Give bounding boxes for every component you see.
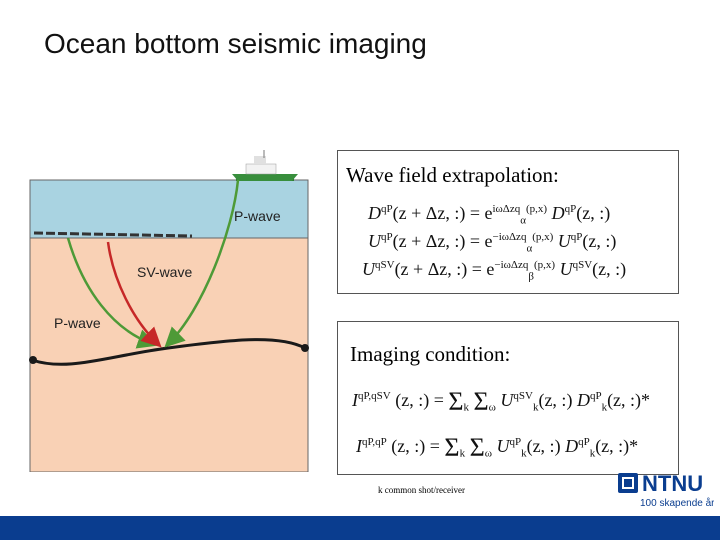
ntnu-logo: [614, 470, 714, 512]
sv-wave-label: SV-wave: [137, 264, 193, 280]
imaging-equation-2: $I^{qP,qP}$ (z, :) = $\Sigma_k$ $\Sigma_\omega$ $U^{qP}_k(z$, :) $D^{qP}_k(z$, :)*: [356, 433, 639, 462]
svg-text:NTNU: NTNU: [642, 471, 704, 496]
ship-icon: [232, 150, 298, 181]
extrapolation-heading: Wave field extrapolation:: [346, 163, 559, 187]
imaging-equation-1: $I^{qP,qSV}$ (z, :) = $\Sigma_k$ $\Sigma_\omega$ $U^{qSV}_k(z$, :) $D^{qP}_k(z$, :)*: [352, 387, 651, 416]
p-wave-label-bottom: P-wave: [54, 315, 101, 331]
footer-bar: [0, 516, 720, 540]
p-wave-label-top: P-wave: [234, 208, 281, 224]
imaging-heading: Imaging condition:: [350, 342, 511, 366]
extrapolation-equation-2: $U^{qP}(z + \Delta z$, :) = $e^{-i\omega\Delta zq}_\alpha^{(p,x)}$ $U^{qP}(z$, :): [368, 231, 617, 255]
seismic-diagram: [28, 150, 340, 472]
slide-title: Ocean bottom seismic imaging: [44, 28, 427, 59]
extrapolation-equation-1: $D^{qP}(z + \Delta z$, :) = $e^{i\omega\Delta zq}_\alpha^{(p,x)}$ $D^{qP}(z$, :): [368, 203, 611, 227]
footnote: k common shot/receiver: [378, 485, 465, 495]
extrapolation-equation-3: $U^{qSV}(z + \Delta z$, :) = $e^{-i\omega\Delta zq}_\beta^{(p,x)}$ $U^{qSV}(z$, :): [362, 259, 627, 283]
seafloor-endpoint-right: [301, 344, 309, 352]
seafloor-endpoint-left: [29, 356, 37, 364]
svg-text:100 skapende år: 100 skapende år: [640, 498, 714, 509]
extrapolation-panel: [337, 150, 679, 294]
ntnu-logo-icon: [614, 470, 714, 512]
imaging-panel: [337, 321, 679, 475]
